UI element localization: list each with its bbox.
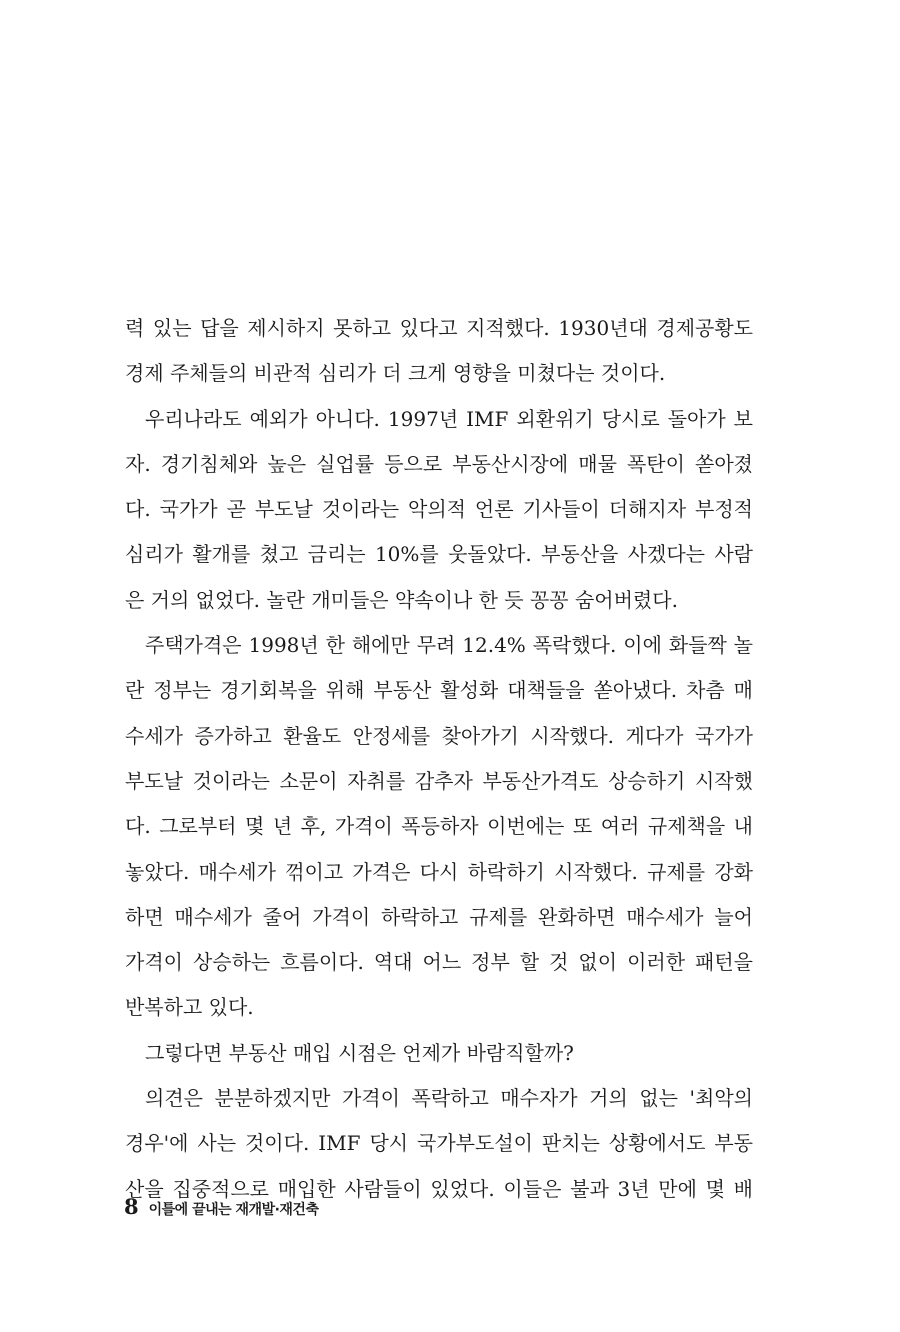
text-line: 주택가격은 1998년 한 해에만 무려 12.4% 폭락했다. 이에 화들짝 놀	[145, 633, 753, 658]
text-line: 의견은 분분하겠지만 가격이 폭락하고 매수자가 거의 없는 '최악의	[145, 1086, 753, 1111]
body-text	[125, 306, 753, 1212]
running-title: 이틀에 끝내는 재개발·재건축	[148, 1202, 319, 1218]
text-line: 경제 주체들의 비관적 심리가 더 크게 영향을 미쳤다는 것이다.	[125, 361, 666, 386]
text-line: 반복하고 있다.	[125, 995, 254, 1020]
text-line: 은 거의 없었다. 놀란 개미들은 약속이나 한 듯 꽁꽁 숨어버렸다.	[125, 587, 678, 612]
text-line: 놓았다. 매수세가 꺾이고 가격은 다시 하락하기 시작했다. 규제를 강화	[125, 859, 753, 884]
text-line: 부도날 것이라는 소문이 자취를 감추자 부동산가격도 상승하기 시작했	[125, 768, 753, 793]
text-line: 산을 집중적으로 매입한 사람들이 있었다. 이들은 불과 3년 만에 몇 배	[125, 1176, 753, 1201]
text-line: 다. 국가가 곧 부도날 것이라는 악의적 언론 기사들이 더해지자 부정적	[125, 497, 753, 522]
text-line: 수세가 증가하고 환율도 안정세를 찾아가기 시작했다. 게다가 국가가	[125, 723, 753, 748]
text-line: 우리나라도 예외가 아니다. 1997년 IMF 외환위기 당시로 돌아가 보	[145, 406, 753, 431]
page-footer	[124, 1194, 318, 1219]
page-number: 8	[124, 1194, 139, 1219]
text-line: 다. 그로부터 몇 년 후, 가격이 폭등하자 이번에는 또 여러 규제책을 내	[125, 814, 753, 839]
text-line: 력 있는 답을 제시하지 못하고 있다고 지적했다. 1930년대 경제공황도	[125, 316, 753, 340]
text-line: 그렇다면 부동산 매입 시점은 언제가 바람직할까?	[145, 1040, 574, 1065]
text-line: 경우'에 사는 것이다. IMF 당시 국가부도설이 판치는 상황에서도 부동	[125, 1131, 753, 1156]
text-line: 란 정부는 경기회복을 위해 부동산 활성화 대책들을 쏟아냈다. 차츰 매	[125, 678, 753, 703]
text-line: 가격이 상승하는 흐름이다. 역대 어느 정부 할 것 없이 이러한 패턴을	[125, 950, 753, 975]
text-line: 하면 매수세가 줄어 가격이 하락하고 규제를 완화하면 매수세가 늘어	[125, 904, 753, 929]
text-line: 심리가 활개를 쳤고 금리는 10%를 웃돌았다. 부동산을 사겠다는 사람	[125, 542, 753, 567]
text-line: 자. 경기침체와 높은 실업률 등으로 부동산시장에 매물 폭탄이 쏟아졌	[125, 451, 753, 476]
